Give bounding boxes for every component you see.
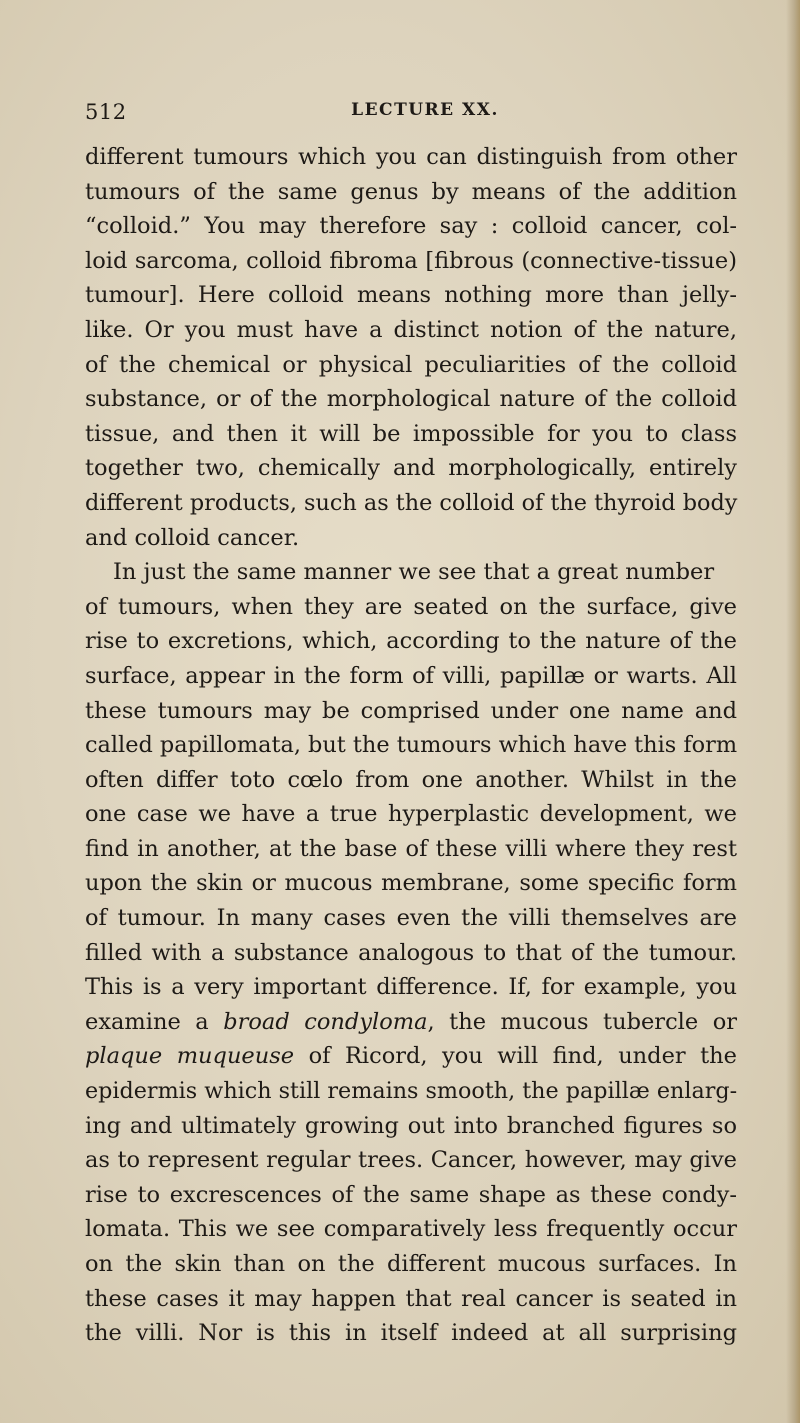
text-line-content: tumour]. Here colloid means nothing more than jelly- [85,282,737,309]
text-line [85,175,737,210]
text-line-content: epidermis which still remains smooth, the papillæ enlarg- [85,1078,738,1105]
page-header [85,100,725,130]
text-line-content: these cases it may happen that real cancer is seated in [85,1285,737,1312]
text-line [85,451,737,486]
text-line-content: This is a very important difference. If, for example, you [85,974,737,1001]
text-line-content: these tumours may be comprised under one name and [85,697,737,724]
text-line-content: of tumour. In many cases even the villi themselves are [85,905,737,932]
text-line-content: filled with a substance analogous to that of the tumour. [85,939,737,966]
text-line [85,486,737,521]
text-line [85,1316,737,1351]
text-line [85,1039,737,1074]
italic-term: broad condyloma [223,1008,428,1035]
text-line-content: of the chemical or physical peculiarities of the colloid [85,351,737,378]
text-line-content: lomata. This we see comparatively less frequently occur [85,1216,737,1243]
text-line-content: In just the same manner we see that a great number [113,559,715,586]
text-line-content: loid sarcoma, colloid fibroma [fibrous (connective-tissue) [85,247,737,274]
text-line-content: tumours of the same genus by means of the addition [85,178,737,205]
text-line [85,866,737,901]
text-line [85,970,737,1005]
text-line-content: rise to excretions, which, according to the nature of the [85,628,737,655]
text-line [85,763,737,798]
text-line-content: as to represent regular trees. Cancer, however, may give [85,1147,737,1174]
text-line [85,936,737,971]
text-line [85,1143,737,1178]
text-line [85,797,737,832]
text-line [85,140,737,175]
text-line [85,1074,737,1109]
text-line [85,624,737,659]
text-line [85,313,737,348]
text-line [85,590,737,625]
text-line-content: together two, chemically and morphologically, entirely [85,455,737,482]
text-line [85,244,737,279]
text-line [85,901,737,936]
text-line [85,1005,737,1040]
text-line-content: tissue, and then it will be impossible for you to class [85,420,737,447]
text-line-content: find in another, at the base of these villi where they rest [85,835,737,862]
page-number: 512 [85,100,127,124]
page-edge-shadow [786,0,800,1423]
text-line [85,1247,737,1282]
text-line-content: substance, or of the morphological nature of the colloid [85,386,737,413]
text-line-content: rise to excrescences of the same shape as these condy- [85,1181,737,1208]
text-line [85,348,737,383]
text-line [85,659,737,694]
text-segment: of Ricord, you will find, under the [294,1043,737,1070]
text-line-content: of tumours, when they are seated on the surface, give [85,593,737,620]
running-head: LECTURE XX. [351,100,499,120]
text-segment: , the mucous tubercle or [427,1008,737,1035]
text-line [85,382,737,417]
text-line [85,555,737,590]
body-text [85,140,737,1351]
text-line-content: the villi. Nor is this in itself indeed at all surprising [85,1320,737,1347]
text-line [85,1109,737,1144]
text-line-content: called papillomata, but the tumours which have this form [85,732,738,759]
text-line [85,209,737,244]
text-line-content [85,1005,737,1040]
text-line [85,1212,737,1247]
text-line [85,694,737,729]
text-line [85,278,737,313]
text-line-content: different products, such as the colloid of the thyroid body [85,489,738,516]
text-line [85,1282,737,1317]
text-line-content: on the skin than on the different mucous surfaces. In [85,1251,737,1277]
text-line-content: different tumours which you can distinguish from other [85,144,737,170]
text-line [85,417,737,452]
text-line-content: surface, appear in the form of villi, papillæ or warts. All [85,662,737,689]
text-line-content: like. Or you must have a distinct notion of the nature, [85,316,737,343]
text-line [85,521,737,556]
text-line-content: and colloid cancer. [85,524,300,551]
text-line-content: “colloid.” You may therefore say : colloid cancer, col- [85,213,737,240]
text-segment: examine a [85,1008,224,1035]
text-line-content: often differ toto cœlo from one another. Whilst in the [85,766,737,793]
text-line [85,832,737,867]
text-line-content: upon the skin or mucous membrane, some specific form [85,870,737,897]
text-line-content [85,1039,737,1074]
text-line-content: one case we have a true hyperplastic development, we [85,801,737,828]
italic-term: plaque muqueuse [85,1043,295,1070]
text-line [85,1178,737,1213]
text-line [85,728,737,763]
text-line-content: ing and ultimately growing out into branched figures so [85,1112,737,1139]
